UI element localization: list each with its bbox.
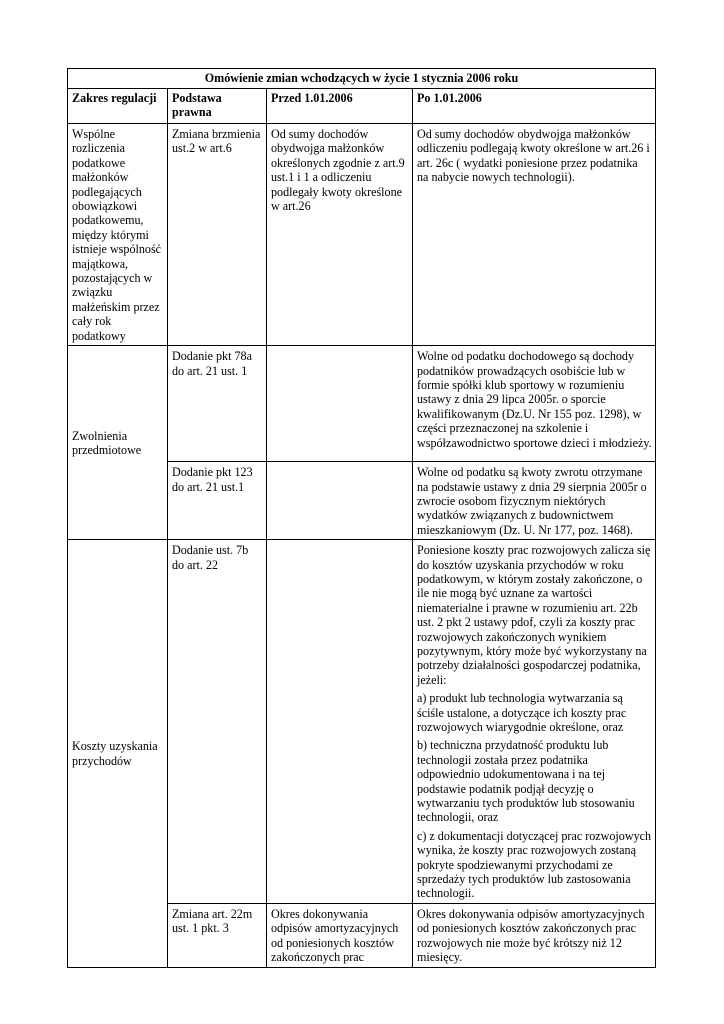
document-page [67, 68, 655, 968]
cell-before: Okres dokonywania odpisów amortyzacyjnych od poniesionych kosztów zakończonych prac [267, 903, 413, 967]
changes-table [67, 68, 656, 968]
cell-basis: Zmiana art. 22m ust. 1 pkt. 3 [168, 903, 267, 967]
cell-after: Od sumy dochodów obydwojga małżonków odliczeniu podlegają kwoty określone w art.26 i art. 26c ( wydatki poniesione przez podatnika na nabycie nowych technologii). [413, 124, 656, 346]
cell-before [267, 540, 413, 904]
table-header-row [68, 89, 656, 124]
cell-after: Okres dokonywania odpisów amortyzacyjnych od poniesionych kosztów zakończonych prac rozwojowych nie może być krótszy niż 12 miesięcy. [413, 903, 656, 967]
table-title: Omówienie zmian wchodzących w życie 1 stycznia 2006 roku [68, 69, 656, 89]
cell-basis: Dodanie ust. 7b do art. 22 [168, 540, 267, 904]
cell-after: Wolne od podatku są kwoty zwrotu otrzymane na podstawie ustawy z dnia 29 sierpnia 2005r o zwrocie osobom fizycznym niektórych wydatków związanych z budownictwem mieszkaniowym (Dz. U. Nr 177, poz. 1468). [413, 462, 656, 540]
cell-basis: Dodanie pkt 78a do art. 21 ust. 1 [168, 346, 267, 462]
cell-before: Od sumy dochodów obydwojga małżonków określonych zgodnie z art.9 ust.1 i 1 a odliczeniu podlegały kwoty określone w art.26 [267, 124, 413, 346]
table-row [68, 124, 656, 346]
cell-before [267, 462, 413, 540]
paragraph: c) z dokumentacji dotyczącej prac rozwojowych wynika, że koszty prac rozwojowych zostaną pokryte spodziewanymi przychodami ze sprzedaży tych produktów lub zastosowania technologii. [417, 828, 652, 901]
cell-basis: Zmiana brzmienia ust.2 w art.6 [168, 124, 267, 346]
table-row [68, 540, 656, 904]
cell-after [413, 540, 656, 904]
cell-after: Wolne od podatku dochodowego są dochody podatników prowadzących osobiście lub w formie spółki klub sportowy w rozumieniu ustawy z dnia 29 lipca 2005r. o sporcie kwalifikowanym (Dz.U. Nr 155 poz. 1298), w części przeznaczonej na szkolenie i współzawodnictwo sportowe dzieci i młodzieży. [413, 346, 656, 462]
paragraph: b) techniczna przydatność produktu lub technologii została przez podatnika odpowiednio udokumentowana i na tej podstawie podatnik podjął decyzję o wytwarzaniu tych produktów lub stosowaniu technologii, oraz [417, 738, 635, 825]
cell-scope: Zwolnienia przedmiotowe [68, 346, 168, 540]
paragraph: Poniesione koszty prac rozwojowych zalicza się do kosztów uzyskania przychodów w roku podatkowym, w którym zostały zakończone, o ile nie mogą być uznane za wartości niematerialne i prawne w rozumieniu art. 22b ust. 2 pkt 2 ustawy pdof, czyli za koszty prac rozwojowych zakończonych wynikiem pozytywnym, który może być wykorzystany na potrzeby działalności gospodarczej podatnika, jeżeli: [417, 543, 651, 687]
cell-basis: Dodanie pkt 123 do art. 21 ust.1 [168, 462, 267, 540]
cell-scope: Koszty uzyskania przychodów [68, 540, 168, 967]
cell-scope: Wspólne rozliczenia podatkowe małżonków podlegających obowiązkowi podatkowemu, między którymi istnieje wspólność majątkowa, pozostających w związku małżeńskim przez cały rok podatkowy [68, 124, 168, 346]
paragraph: a) produkt lub technologia wytwarzania są ściśle ustalone, a dotyczące ich koszty prac rozwojowych wiarygodnie określone, oraz [417, 691, 627, 734]
header-scope: Zakres regulacji [68, 89, 168, 124]
header-basis: Podstawa prawna [168, 89, 267, 124]
cell-before [267, 346, 413, 462]
table-title-row [68, 69, 656, 89]
table-row [68, 346, 656, 462]
header-after: Po 1.01.2006 [413, 89, 656, 124]
header-before: Przed 1.01.2006 [267, 89, 413, 124]
